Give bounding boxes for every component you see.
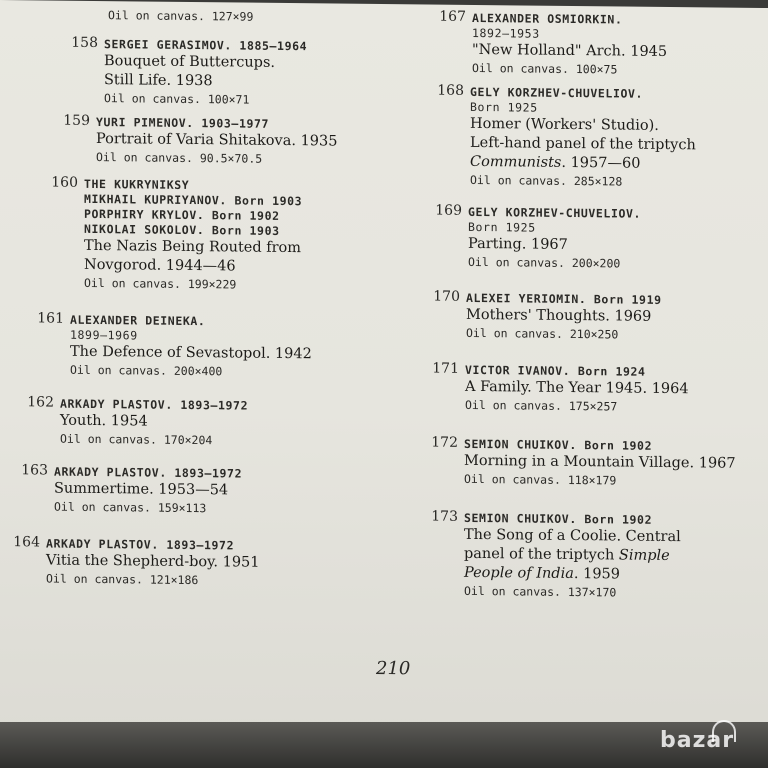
entry-medium: Oil on canvas. 200×200 bbox=[468, 254, 621, 271]
entry-artist: ARKADY PLASTOV. 1893—1972 bbox=[54, 464, 243, 481]
entry-medium: Oil on canvas. 127×99 bbox=[108, 8, 254, 24]
entry-artist: ARKADY PLASTOV. 1893—1972 bbox=[46, 536, 235, 553]
catalog-entry-160 bbox=[51, 174, 374, 294]
entry-artist-dates: 1899—1969 bbox=[70, 327, 138, 343]
entry-medium: Oil on canvas. 200×400 bbox=[70, 362, 223, 379]
entry-number: 173 bbox=[431, 508, 458, 525]
catalog-entry-159 bbox=[63, 112, 386, 168]
entry-artist-line3: PORPHIRY KRYLOV. Born 1902 bbox=[84, 206, 280, 223]
entry-artist: SEMION CHUIKOV. Born 1902 bbox=[464, 510, 653, 527]
entry-medium: Oil on canvas. 137×170 bbox=[464, 583, 617, 600]
entry-medium: Oil on canvas. 90.5×70.5 bbox=[96, 150, 263, 166]
catalog-entry-158 bbox=[71, 34, 394, 109]
entry-title: "New Holland" Arch. 1945 bbox=[472, 41, 668, 60]
entry-number: 158 bbox=[71, 34, 98, 52]
entry-number: 162 bbox=[27, 394, 54, 411]
entry-title: Parting. 1967 bbox=[468, 235, 568, 253]
catalog-entry-163 bbox=[21, 462, 344, 518]
entry-title-text: panel of the triptych bbox=[464, 545, 615, 564]
entry-title-line2: Novgorod. 1944—46 bbox=[84, 256, 236, 275]
entry-title: Mothers' Thoughts. 1969 bbox=[466, 306, 652, 325]
entry-title: Portrait of Varia Shitakova. 1935 bbox=[96, 131, 338, 150]
entry-title-line2: Left-hand panel of the triptych bbox=[470, 134, 696, 154]
entry-medium: Oil on canvas. 100×71 bbox=[104, 91, 250, 107]
catalog-entry-171 bbox=[432, 360, 755, 416]
entry-number: 164 bbox=[13, 534, 40, 551]
entry-artist: GELY KORZHEV-CHUVELIOV. bbox=[470, 84, 644, 101]
catalog-entry-164 bbox=[13, 534, 336, 589]
entry-title: The Song of a Coolie. Central bbox=[464, 526, 681, 546]
entry-number: 160 bbox=[51, 174, 78, 191]
entry-artist: ALEXEI YERIOMIN. Born 1919 bbox=[466, 290, 662, 307]
catalog-entry-168 bbox=[437, 82, 760, 191]
entry-artist: THE KUKRYNIKSY bbox=[84, 176, 190, 192]
catalog-entry-173 bbox=[431, 508, 754, 602]
entry-medium: Oil on canvas. 121×186 bbox=[46, 571, 199, 588]
entry-medium: Oil on canvas. 210×250 bbox=[466, 325, 619, 342]
catalog-entry-162 bbox=[27, 394, 350, 450]
entry-number: 169 bbox=[435, 202, 462, 219]
entry-title-line2: Still Life. 1938 bbox=[104, 72, 213, 90]
entry-medium: Oil on canvas. 199×229 bbox=[84, 275, 237, 292]
entry-number: 172 bbox=[431, 434, 458, 451]
entry-artist-dates: Born 1925 bbox=[468, 219, 536, 235]
entry-number: 163 bbox=[21, 462, 48, 479]
entry-title-suffix: . 1957—60 bbox=[561, 154, 641, 172]
entry-medium: Oil on canvas. 175×257 bbox=[465, 397, 618, 414]
watermark-logo: bazar bbox=[660, 728, 735, 753]
entry-title: Morning in a Mountain Village. 1967 bbox=[464, 452, 736, 472]
entry-title: Summertime. 1953—54 bbox=[54, 480, 229, 499]
entry-number: 161 bbox=[37, 310, 64, 327]
entry-artist: SEMION CHUIKOV. Born 1902 bbox=[464, 436, 653, 453]
catalog-entry-170 bbox=[433, 288, 756, 344]
entry-number: 168 bbox=[437, 82, 464, 99]
entry-artist: ALEXANDER OSMIORKIN. bbox=[472, 10, 623, 27]
entry-title: Homer (Workers' Studio). bbox=[470, 115, 659, 134]
entry-artist: ALEXANDER DEINEKA. bbox=[70, 312, 206, 329]
entry-title-italic: Simple bbox=[618, 547, 670, 565]
entry-number: 170 bbox=[433, 288, 460, 305]
catalog-entry-157 bbox=[108, 7, 398, 26]
entry-artist-line2: MIKHAIL KUPRIYANOV. Born 1903 bbox=[84, 191, 303, 209]
entry-number: 167 bbox=[439, 8, 466, 25]
entry-title-italic: Communists bbox=[470, 153, 562, 171]
entry-number: 171 bbox=[432, 360, 459, 377]
entry-artist: SERGEI GERASIMOV. 1885—1964 bbox=[104, 37, 308, 54]
catalog-entry-161 bbox=[37, 310, 360, 381]
entry-medium: Oil on canvas. 285×128 bbox=[470, 172, 623, 189]
entry-title-italic-2: People of India bbox=[464, 564, 574, 583]
entry-number: 159 bbox=[63, 112, 90, 129]
entry-title-suffix: . 1959 bbox=[573, 566, 620, 583]
entry-artist: YURI PIMENOV. 1903—1977 bbox=[96, 115, 270, 131]
entry-artist: VICTOR IVANOV. Born 1924 bbox=[465, 362, 646, 379]
entry-medium: Oil on canvas. 100×75 bbox=[472, 60, 618, 77]
entry-medium: Oil on canvas. 118×179 bbox=[464, 471, 617, 488]
entry-medium: Oil on canvas. 170×204 bbox=[60, 431, 213, 448]
page-number: 210 bbox=[376, 657, 411, 680]
entry-title: The Defence of Sevastopol. 1942 bbox=[70, 343, 312, 363]
entry-artist-line4: NIKOLAI SOKOLOV. Born 1903 bbox=[84, 221, 280, 238]
catalog-entry-169 bbox=[435, 202, 758, 273]
entry-artist: ARKADY PLASTOV. 1893—1972 bbox=[60, 396, 249, 413]
entry-title: The Nazis Being Routed from bbox=[84, 237, 302, 257]
entry-title: Bouquet of Buttercups. bbox=[104, 53, 276, 71]
catalog-entry-167 bbox=[439, 8, 762, 79]
entry-artist-dates: Born 1925 bbox=[470, 99, 538, 115]
entry-artist: GELY KORZHEV-CHUVELIOV. bbox=[468, 204, 642, 221]
entry-title: Youth. 1954 bbox=[60, 412, 148, 430]
entry-medium: Oil on canvas. 159×113 bbox=[54, 499, 207, 516]
catalog-entry-172 bbox=[431, 434, 754, 490]
entry-title: Vitia the Shepherd-boy. 1951 bbox=[46, 552, 260, 571]
entry-title: A Family. The Year 1945. 1964 bbox=[465, 378, 689, 398]
page-shadow bbox=[0, 722, 768, 768]
entry-artist-dates: 1892—1953 bbox=[472, 25, 540, 41]
